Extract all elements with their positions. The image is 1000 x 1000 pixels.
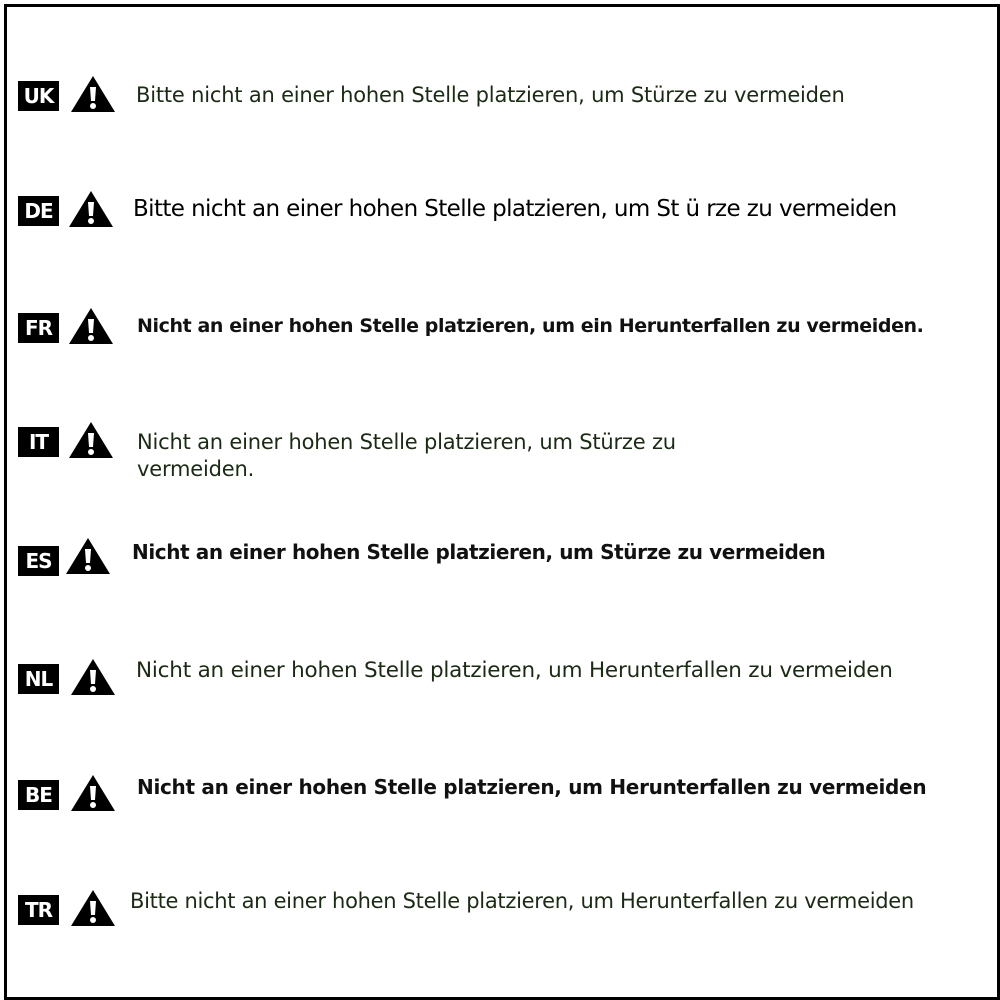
language-badge-uk: UK <box>18 81 59 111</box>
language-badge-it: IT <box>18 427 59 457</box>
warning-triangle-icon <box>70 888 116 928</box>
warning-text-uk: Bitte nicht an einer hohen Stelle platzieren, um Stürze zu vermeiden <box>136 83 845 107</box>
language-badge-tr: TR <box>18 895 59 925</box>
warning-row-uk <box>0 81 1000 141</box>
warning-row-de <box>0 196 1000 256</box>
warning-triangle-icon <box>70 74 116 114</box>
warning-row-be <box>0 775 1000 840</box>
page-border <box>4 4 1000 1000</box>
warning-text-it: Nicht an einer hohen Stelle platzieren, um Stürze zu vermeiden. <box>137 430 676 481</box>
language-badge-be: BE <box>18 780 59 810</box>
warning-text-nl: Nicht an einer hohen Stelle platzieren, um Herunterfallen zu vermeiden <box>136 658 893 683</box>
language-badge-de: DE <box>18 196 59 226</box>
warning-triangle-icon <box>65 536 111 576</box>
warning-row-it <box>0 427 1000 487</box>
warning-text-be: Nicht an einer hohen Stelle platzieren, um Herunterfallen zu vermeiden <box>137 775 927 799</box>
language-badge-es: ES <box>18 546 59 576</box>
warning-row-es <box>0 540 1000 603</box>
warning-row-nl <box>0 658 1000 724</box>
warning-triangle-icon <box>70 657 116 697</box>
warning-triangle-icon <box>68 189 114 229</box>
warning-triangle-icon <box>68 420 114 460</box>
warning-row-fr <box>0 313 1000 373</box>
warning-row-tr <box>0 889 1000 955</box>
warning-text-tr: Bitte nicht an einer hohen Stelle platzieren, um Herunterfallen zu vermeiden <box>130 889 914 913</box>
warning-triangle-icon <box>70 773 116 813</box>
language-badge-nl: NL <box>18 664 59 694</box>
language-badge-fr: FR <box>18 313 59 343</box>
warning-triangle-icon <box>68 306 114 346</box>
warning-text-es: Nicht an einer hohen Stelle platzieren, um Stürze zu vermeiden <box>132 540 826 564</box>
warning-text-de: Bitte nicht an einer hohen Stelle platzieren, um St ü rze zu vermeiden <box>133 196 897 222</box>
warning-text-fr: Nicht an einer hohen Stelle platzieren, um ein Herunterfallen zu vermeiden. <box>137 315 924 337</box>
